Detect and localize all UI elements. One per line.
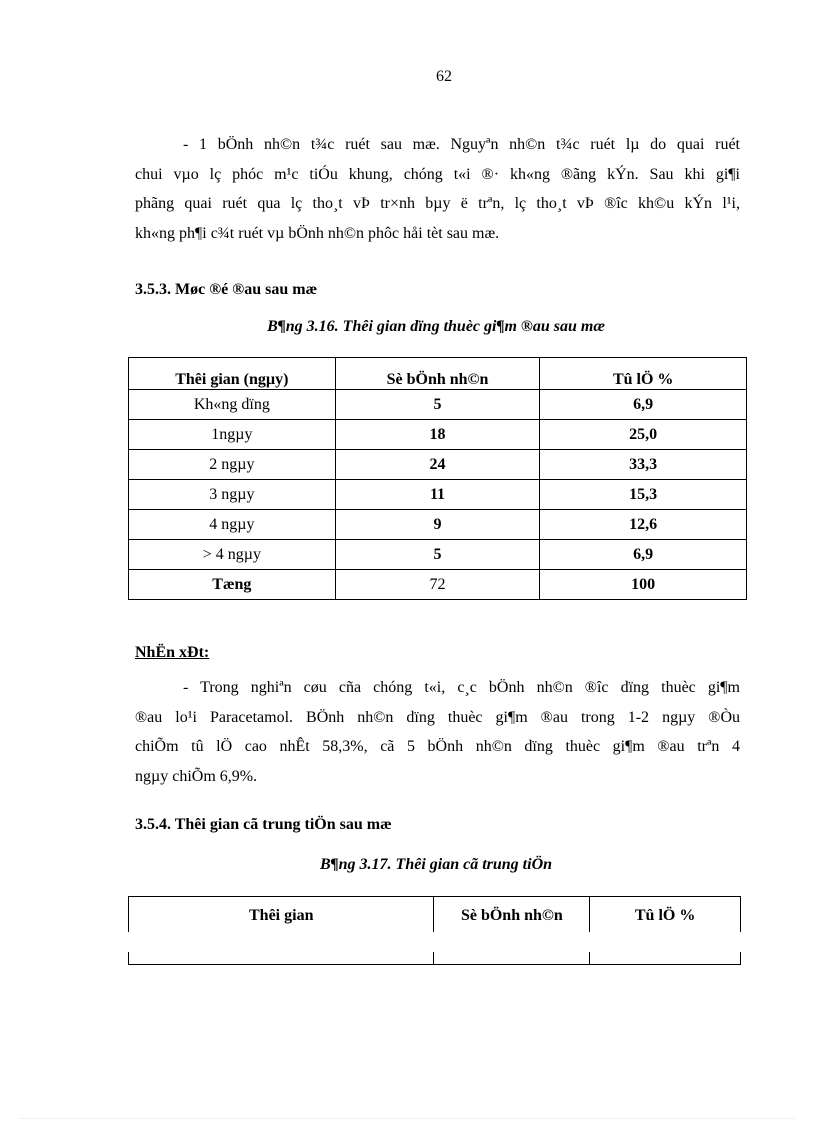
table-row (129, 390, 747, 420)
text-line: phãng quai ruét qua lç tho¸t vÞ tr×nh bµy ë trªn, lç tho¸t vÞ ®îc kh©u kÝn l¹i, (135, 195, 740, 212)
table-pain-medication-duration (128, 357, 747, 600)
table-row (129, 480, 747, 510)
page-break-mask (120, 932, 760, 952)
cell-percent: 6,9 (540, 540, 747, 570)
column-header-duration: Thêi gian (ngµy) (129, 358, 336, 390)
cell-patients: 5 (335, 390, 540, 420)
cell-duration: 4 ngµy (129, 510, 336, 540)
cell-duration: > 4 ngµy (129, 540, 336, 570)
cell-patients: 11 (335, 480, 540, 510)
cell-duration: 1ngµy (129, 420, 336, 450)
cell-percent: 15,3 (540, 480, 747, 510)
cell-patients: 9 (335, 510, 540, 540)
table-header-row (129, 897, 741, 935)
cell-patients: 18 (335, 420, 540, 450)
text-line: chiÕm tû lÖ cao nhÊt 58,3%, cã 5 bÖnh nh©n dïng thuèc gi¶m ®au trªn 4 (135, 738, 740, 755)
cell-duration: Kh«ng dïng (129, 390, 336, 420)
column-header-percent: Tû lÖ % (540, 358, 747, 390)
cell-percent: 6,9 (540, 390, 747, 420)
paragraph-remark (135, 673, 740, 791)
paragraph-intestinal-obstruction (135, 130, 740, 248)
column-header-time: Thêi gian (129, 897, 434, 935)
text-line: - 1 bÖnh nh©n t¾c ruét sau mæ. Nguyªn nh©n t¾c ruét lµ do quai ruét (183, 136, 740, 153)
section-heading-3-5-3: 3.5.3. Møc ®é ®au sau mæ (135, 281, 318, 298)
text-line: chui vµo lç phóc m¹c tiÓu khung, chóng t«i ®· kh«ng ®ãng kÝn. Sau khi gi¶i (135, 165, 740, 183)
text-line: ngµy chiÕm 6,9%. (135, 767, 258, 785)
column-header-percent: Tû lÖ % (590, 897, 741, 935)
table-row (129, 420, 747, 450)
table-row (129, 510, 747, 540)
table-caption-3-16: B¶ng 3.16. Thêi gian dïng thuèc gi¶m ®au sau mæ (267, 318, 605, 335)
remark-heading: NhËn xÐt: (135, 644, 210, 661)
cell-patients: 5 (335, 540, 540, 570)
page-number: 62 (436, 68, 452, 85)
table-caption-3-17: B¶ng 3.17. Thêi gian cã trung tiÖn (319, 856, 553, 873)
cell-total-patients: 72 (335, 570, 540, 600)
text-line: - Trong nghiªn cøu cña chóng t«i, c¸c bÖnh nh©n ®îc dïng thuèc gi¶m (183, 679, 740, 696)
cell-duration: 3 ngµy (129, 480, 336, 510)
cell-patients: 24 (335, 450, 540, 480)
table-row (129, 540, 747, 570)
section-heading-3-5-4: 3.5.4. Thêi gian cã trung tiÖn sau mæ (135, 816, 392, 833)
cell-percent: 12,6 (540, 510, 747, 540)
column-header-patients: Sè bÖnh nh©n (434, 897, 590, 935)
cell-total-label: Tæng (129, 570, 336, 600)
text-line: kh«ng ph¶i c¾t ruét vµ bÖnh nh©n phôc håi tèt sau mæ. (135, 224, 500, 242)
cell-total-percent: 100 (540, 570, 747, 600)
text-line: ®au lo¹i Paracetamol. BÖnh nh©n dïng thuèc gi¶m ®au trong 1-2 ngµy ®Òu (135, 708, 740, 726)
cell-duration: 2 ngµy (129, 450, 336, 480)
cell-percent: 25,0 (540, 420, 747, 450)
column-header-patients: Sè bÖnh nh©n (335, 358, 540, 390)
cell-percent: 33,3 (540, 450, 747, 480)
table-row (129, 450, 747, 480)
page-edge-divider (20, 1118, 796, 1119)
table-flatus-time (128, 896, 741, 965)
table-header-row (129, 358, 747, 390)
table-total-row (129, 570, 747, 600)
